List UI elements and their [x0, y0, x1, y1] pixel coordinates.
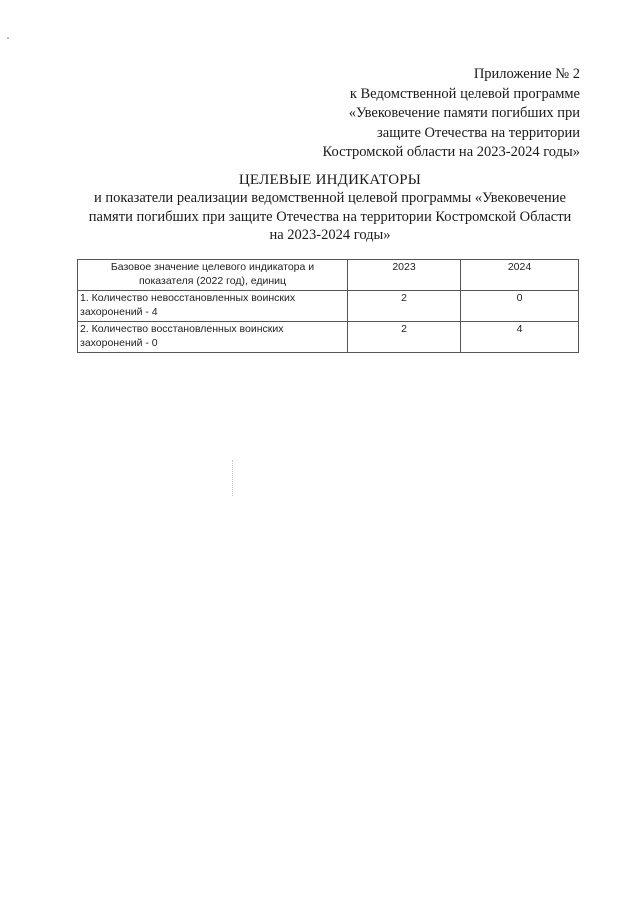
appendix-line: к Ведомственной целевой программе	[349, 85, 580, 102]
table-row	[78, 291, 579, 322]
indicator-text: 1. Количество невосстановленных воинских	[80, 292, 296, 304]
subtitle-line: и показатели реализации ведомственной целевой программы «Увековечение	[93, 190, 566, 206]
value-2024-cell: 4	[461, 322, 579, 353]
table-header-row	[78, 260, 579, 291]
value-2024-cell: 0	[461, 291, 579, 322]
indicator-cell	[78, 291, 348, 322]
scan-artifact-mark	[7, 37, 9, 39]
appendix-block	[260, 65, 580, 163]
scan-artifact-dots	[232, 460, 235, 496]
indicator-text: захоронений - 0	[80, 336, 158, 349]
value-2023-cell: 2	[348, 291, 461, 322]
subtitle-line: памяти погибших при защите Отечества на территории Костромской Области	[88, 208, 572, 225]
indicator-text: захоронений - 4	[80, 305, 158, 318]
indicator-cell	[78, 322, 348, 353]
header-year-2023: 2023	[348, 260, 461, 291]
appendix-line: «Увековечение памяти погибших при	[348, 105, 580, 122]
document-subtitle	[70, 189, 590, 245]
appendix-line: Костромской области на 2023-2024 годы»	[322, 144, 580, 161]
header-year-2024: 2024	[461, 260, 579, 291]
appendix-line: Приложение № 2	[473, 66, 580, 82]
appendix-line: защите Отечества на территории	[377, 124, 580, 141]
header-indicator-line: Базовое значение целевого индикатора и	[110, 261, 315, 273]
value-2023-cell: 2	[348, 322, 461, 353]
table-row	[78, 322, 579, 353]
header-indicator-line: показателя (2022 год), единиц	[138, 274, 287, 287]
subtitle-line: на 2023-2024 годы»	[269, 227, 391, 243]
document-title: ЦЕЛЕВЫЕ ИНДИКАТОРЫ	[238, 172, 422, 188]
header-indicator	[78, 260, 348, 291]
indicators-table	[77, 259, 579, 353]
indicator-text: 2. Количество восстановленных воинских	[80, 323, 284, 335]
